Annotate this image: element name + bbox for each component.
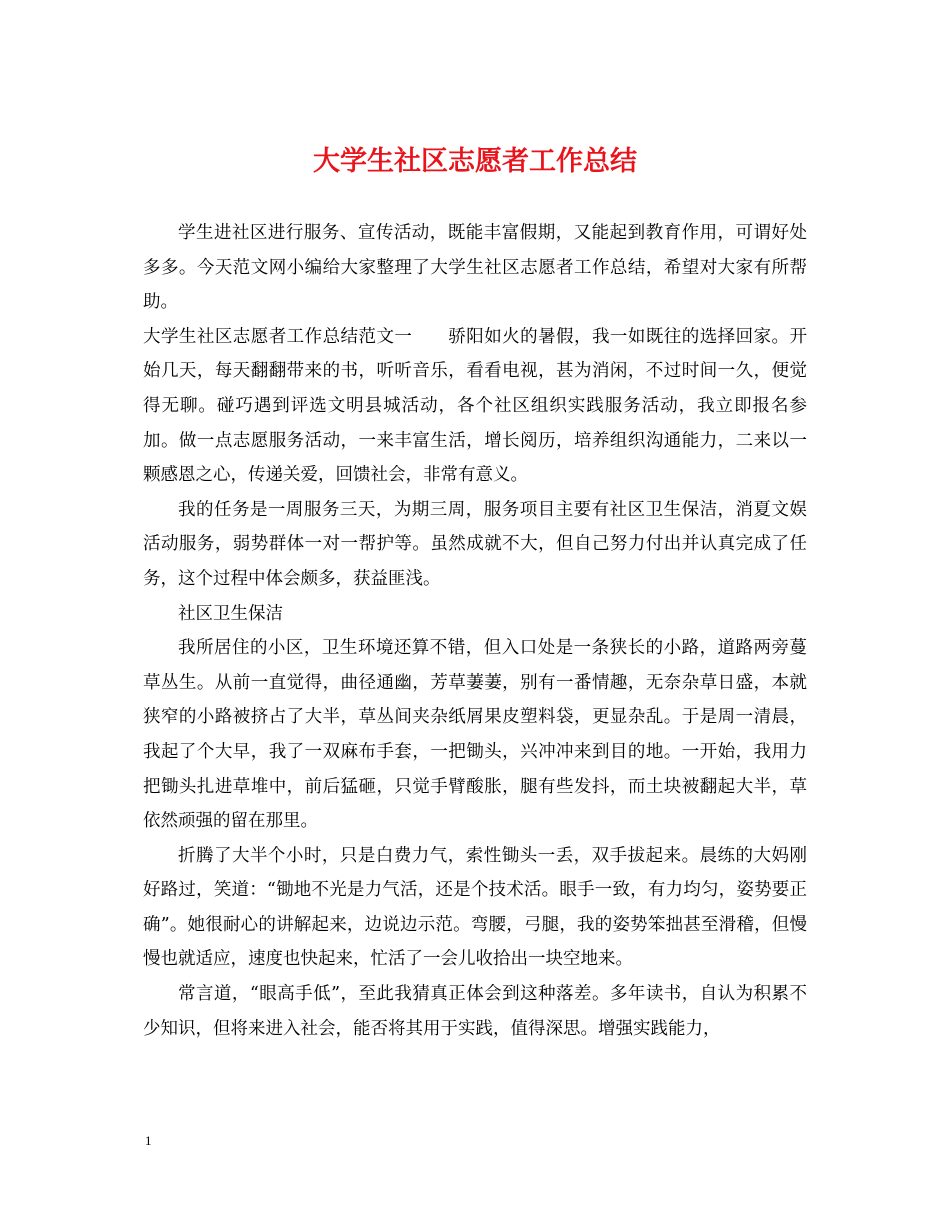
document-title: 大学生社区志愿者工作总结 [313,146,637,177]
paragraph-neighborhood: 我所居住的小区，卫生环境还算不错，但入口处是一条狭长的小路，道路两旁蔓草丛生。从前一直觉得，曲径通幽，芳草萋萋，别有一番情趣，无奈杂草日盛，本就狭窄的小路被挤占了大半，草丛间夹杂纸屑果皮塑料袋，更显杂乱。于是周一清晨，我起了个大早，我了一双麻布手套，一把锄头，兴冲冲来到目的地。一开始，我用力把锄头扎进草堆中，前后猛砸，只觉手臂酸胀，腿有些发抖，而土块被翻起大半，草依然顽强的留在那里。 [143,638,807,832]
paragraph-intro: 学生进社区进行服务、宣传活动，既能丰富假期，又能起到教育作用，可谓好处多多。今天范文网小编给大家整理了大学生社区志愿者工作总结，希望对大家有所帮助。 [143,223,807,313]
paragraph-sample-one: 大学生社区志愿者工作总结范文一 骄阳如火的暑假，我一如既往的选择回家。开始几天，每天翻翻带来的书，听听音乐，看看电视，甚为消闲，不过时间一久，便觉得无聊。碰巧遇到评选文明县城活动，各个社区组织实践服务活动，我立即报名参加。做一点志愿服务活动，一来丰富生活，增长阅历，培养组织沟通能力，二来以一颗感恩之心，传递关爱，回馈社会，非常有意义。 [143,326,807,486]
section-heading-cleaning: 社区卫生保洁 [178,603,283,624]
paragraph-reflection: 常言道，“眼高手低”，至此我猜真正体会到这种落差。多年读书，自认为积累不少知识，但将来进入社会，能否将其用于实践，值得深思。增强实践能力， [143,984,807,1039]
paragraph-weeding: 折腾了大半个小时，只是白费力气，索性锄头一丢，双手拔起来。晨练的大妈刚好路过，笑道：“锄地不光是力气活，还是个技术活。眼手一致，有力均匀，姿势要正确”。她很耐心的讲解起来，边说边示范。弯腰，弓腿，我的姿势笨拙甚至滑稽，但慢慢也就适应，速度也快起来，忙活了一会儿收拾出一块空地来。 [143,845,807,970]
page-number: 1 [145,1133,152,1148]
document-body [143,216,807,1046]
paragraph-tasks: 我的任务是一周服务三天，为期三周，服务项目主要有社区卫生保洁，消夏文娱活动服务，弱势群体一对一帮护等。虽然成就不大，但自己努力付出并认真完成了任务，这个过程中体会颇多，获益匪浅。 [143,499,807,589]
